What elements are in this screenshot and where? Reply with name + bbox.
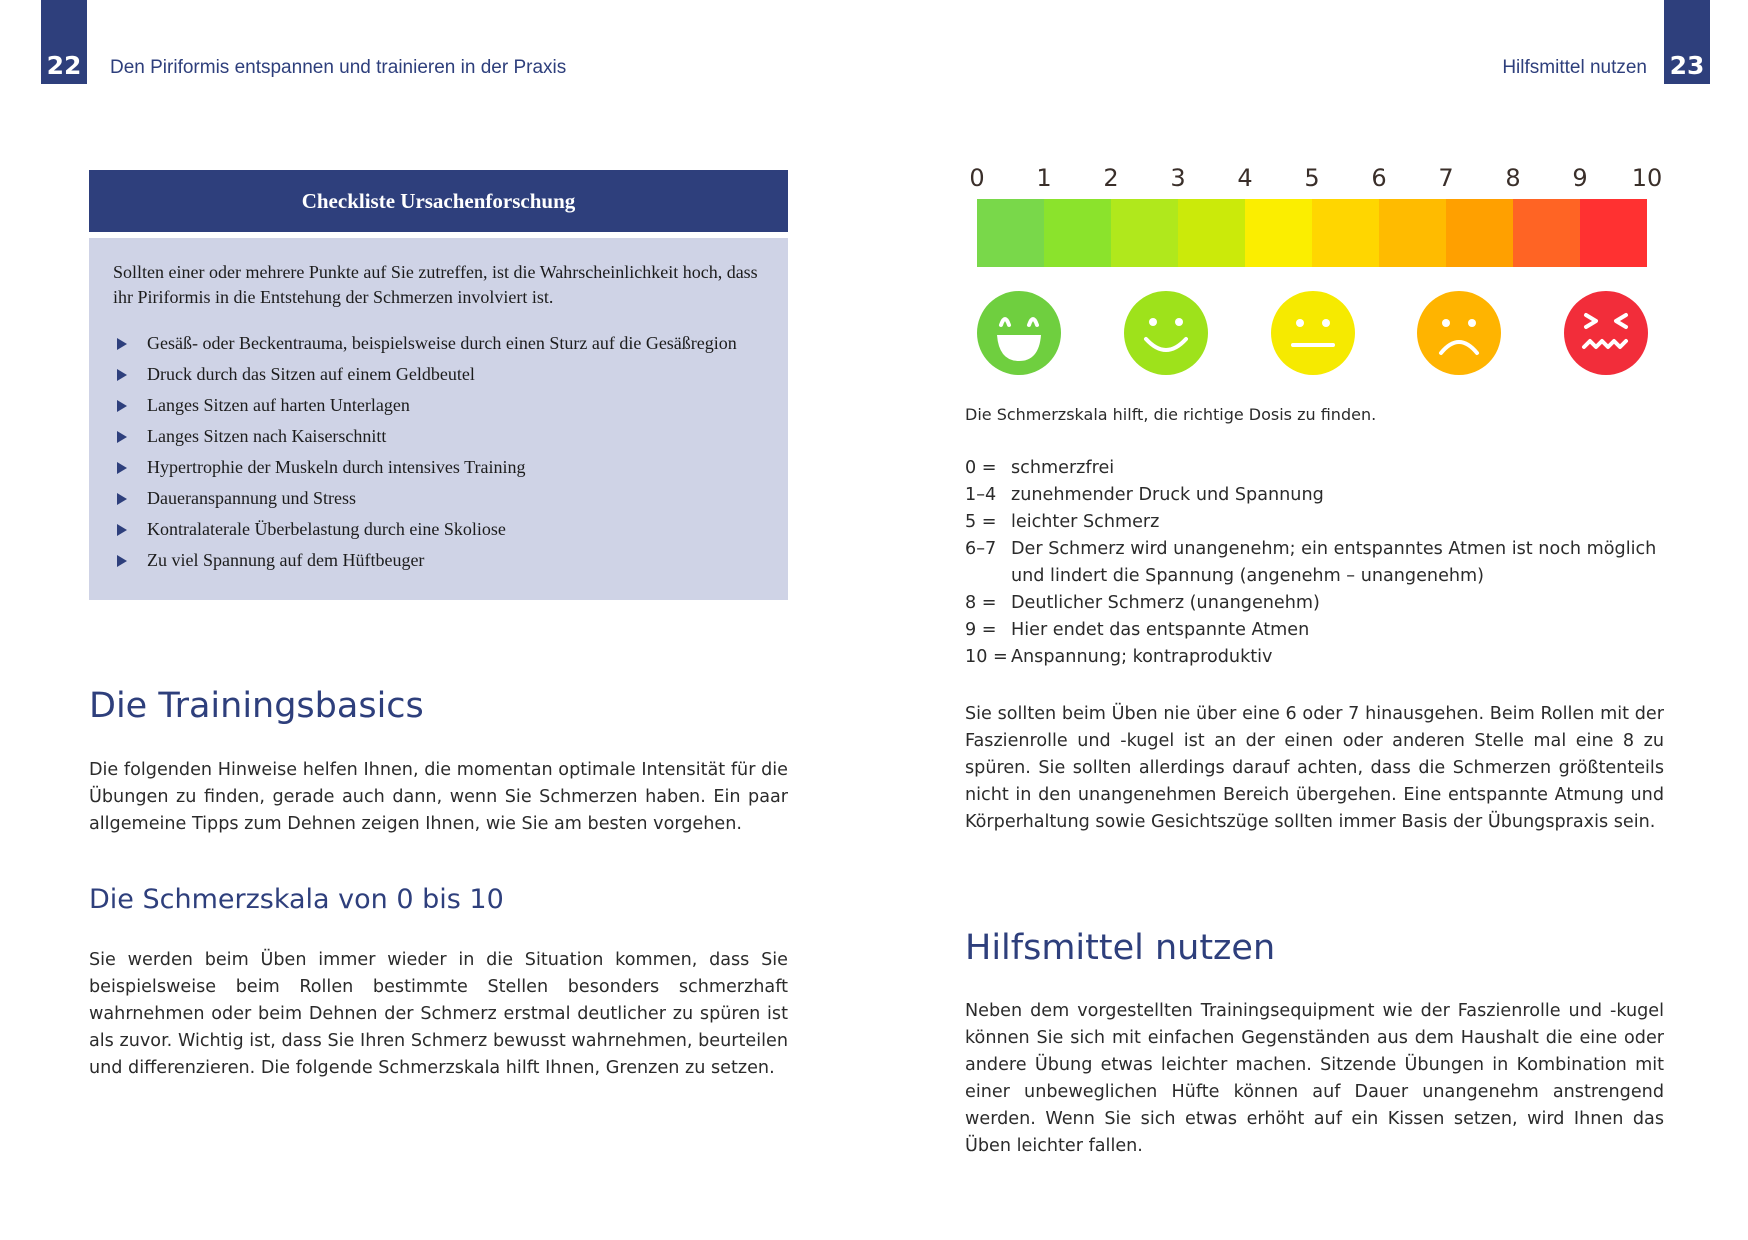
scale-number-5: 5	[1304, 164, 1320, 192]
laughing-face-icon	[977, 291, 1061, 375]
pain-scale-heading: Die Schmerzskala von 0 bis 10	[89, 884, 504, 915]
scale-segment-8	[1513, 199, 1580, 267]
smiling-face-icon	[1124, 291, 1208, 375]
checklist-box	[89, 170, 788, 600]
legend-row: 0 = schmerzfrei	[965, 458, 1115, 478]
legend-row: 9 = Hier endet das entspannte Atmen	[965, 620, 1310, 640]
bullet-triangle-icon	[117, 555, 127, 567]
scale-segment-6	[1379, 199, 1446, 267]
right-running-title: Hilfsmittel nutzen	[1502, 57, 1647, 78]
legend-row: 5 = leichter Schmerz	[965, 512, 1160, 532]
list-item: Zu viel Spannung auf dem Hüftbeuger	[113, 545, 764, 576]
pained-face-icon	[1564, 291, 1648, 375]
scale-number-6: 6	[1371, 164, 1387, 192]
scale-number-3: 3	[1170, 164, 1186, 192]
scale-number-9: 9	[1572, 164, 1588, 192]
scale-segment-1	[1044, 199, 1111, 267]
bullet-triangle-icon	[117, 338, 127, 350]
neutral-face-icon	[1271, 291, 1355, 375]
legend-row: 6–7 Der Schmerz wird unangenehm; ein entspanntes Atmen ist noch möglich und lindert die Spannung (angenehm – unangenehm)	[965, 539, 1657, 586]
pain-scale-text: Sie werden beim Üben immer wieder in die Situation kommen, dass Sie beispielsweise beim Rollen bestimmte Stellen besonders schmerzhaft wahrnehmen oder beim Dehnen der Schmerz erstmal deutlicher zu spüren ist als zuvor. Wichtig ist, dass Sie Ihren Schmerz bewusst wahrnehmen, beurteilen und differenzieren. Die folgende Schmerzskala hilft Ihnen, Grenzen zu setzen.	[89, 950, 788, 1078]
list-item: Kontralaterale Überbelastung durch eine Skoliose	[113, 514, 764, 545]
scale-number-7: 7	[1438, 164, 1454, 192]
scale-segment-5	[1312, 199, 1379, 267]
scale-number-0: 0	[969, 164, 985, 192]
right-page-number: 23	[1664, 0, 1710, 84]
left-page-number: 22	[41, 0, 87, 84]
legend-row: 10 = Anspannung; kontraproduktiv	[965, 647, 1273, 667]
list-item: Langes Sitzen auf harten Unterlagen	[113, 390, 764, 421]
bullet-triangle-icon	[117, 493, 127, 505]
aids-heading: Hilfsmittel nutzen	[965, 928, 1276, 968]
scale-segment-3	[1178, 199, 1245, 267]
sad-face-icon	[1417, 291, 1501, 375]
pain-scale-bar	[977, 199, 1647, 267]
aids-text: Neben dem vorgestellten Trainingsequipment wie der Faszienrolle und -kugel können Sie sich mit einfachen Gegenständen aus dem Haushalt die eine oder andere Übung etwas leichter machen. Sitzende Übungen in Kombination mit einer unbeweglichen Hüfte können auf Dauer unangenehm anstrengend werden. Wenn Sie sich etwas erhöht auf ein Kissen setzen, wird Ihnen das Üben leichter fallen.	[965, 1001, 1664, 1156]
bullet-triangle-icon	[117, 524, 127, 536]
scale-number-8: 8	[1505, 164, 1521, 192]
scale-legend	[965, 455, 1665, 671]
scale-number-1: 1	[1036, 164, 1052, 192]
checklist-intro: Sollten einer oder mehrere Punkte auf Sie zutreffen, ist die Wahrscheinlichkeit hoch, dass ihr Piriformis in die Entstehung der Schmerzen involviert ist.	[113, 262, 758, 307]
training-basics-heading: Die Trainingsbasics	[89, 686, 424, 726]
bullet-triangle-icon	[117, 400, 127, 412]
scale-segment-0	[977, 199, 1044, 267]
scale-caption: Die Schmerzskala hilft, die richtige Dosis zu finden.	[965, 405, 1377, 424]
scale-segment-2	[1111, 199, 1178, 267]
list-item: Langes Sitzen nach Kaiserschnitt	[113, 421, 764, 452]
advice-text: Sie sollten beim Üben nie über eine 6 oder 7 hinausgehen. Beim Rollen mit der Faszienrolle und -kugel ist an der einen oder anderen Stelle mal eine 8 zu spüren. Sie sollten allerdings darauf achten, dass die Schmerzen größtenteils nicht in den unangenehmen Bereich übergehen. Eine entspannte Atmung und Körperhaltung sowie Gesichtszüge sollten immer Basis der Übungspraxis sein.	[965, 704, 1664, 832]
bullet-triangle-icon	[117, 369, 127, 381]
bullet-triangle-icon	[117, 431, 127, 443]
scale-number-10: 10	[1631, 164, 1663, 192]
scale-numbers	[960, 164, 1663, 194]
checklist-title: Checkliste Ursachenforschung	[89, 170, 788, 232]
list-item: Gesäß- oder Beckentrauma, beispielsweise durch einen Sturz auf die Gesäßregion	[113, 328, 764, 359]
legend-row: 8 = Deutlicher Schmerz (unangenehm)	[965, 593, 1320, 613]
checklist-list	[113, 328, 764, 576]
list-item: Daueranspannung und Stress	[113, 483, 764, 514]
left-running-title: Den Piriformis entspannen und trainieren in der Praxis	[110, 57, 567, 78]
scale-segment-4	[1245, 199, 1312, 267]
list-item: Hypertrophie der Muskeln durch intensives Training	[113, 452, 764, 483]
training-basics-text: Die folgenden Hinweise helfen Ihnen, die momentan optimale Intensität für die Übungen zu finden, gerade auch dann, wenn Sie Schmerzen haben. Ein paar allgemeine Tipps zum Dehnen zeigen Ihnen, wie Sie am besten vorgehen.	[89, 760, 788, 834]
scale-number-4: 4	[1237, 164, 1253, 192]
list-item: Druck durch das Sitzen auf einem Geldbeutel	[113, 359, 764, 390]
bullet-triangle-icon	[117, 462, 127, 474]
scale-number-2: 2	[1103, 164, 1119, 192]
scale-segment-7	[1446, 199, 1513, 267]
checklist-body	[89, 238, 788, 600]
scale-segment-9	[1580, 199, 1647, 267]
legend-row: 1–4 zunehmender Druck und Spannung	[965, 485, 1324, 505]
